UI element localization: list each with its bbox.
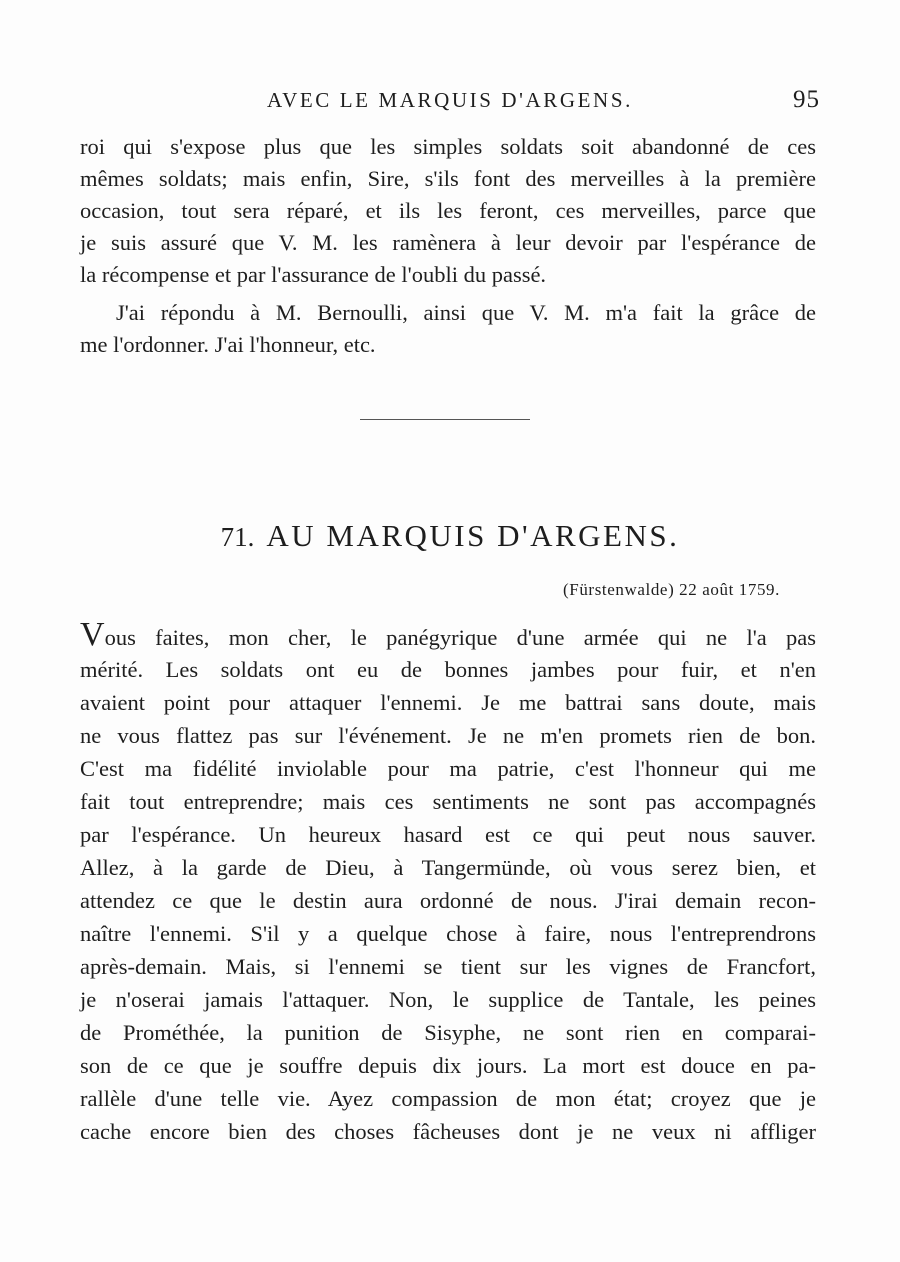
continuation-paragraph — [80, 131, 816, 291]
text-line: cache encore bien des choses fâcheuses dont je ne veux ni affliger — [80, 1119, 816, 1144]
text-line: je n'oserai jamais l'attaquer. Non, le supplice de Tantale, les peines — [80, 987, 816, 1012]
letter-heading — [80, 518, 820, 554]
text-line: rallèle d'une telle vie. Ayez compassion de mon état; croyez que je — [80, 1086, 816, 1111]
letter-dateline: (Fürstenwalde) 22 août 1759. — [563, 580, 780, 599]
text-line: attendez ce que le destin aura ordonné de nous. J'irai demain recon- — [80, 888, 816, 913]
text-line: ne vous flattez pas sur l'événement. Je ne m'en promets rien de bon. — [80, 723, 816, 748]
text-line: je suis assuré que V. M. les ramènera à leur devoir par l'espérance de — [80, 230, 816, 255]
running-title: AVEC LE MARQUIS D'ARGENS. — [267, 88, 633, 112]
text-line: C'est ma fidélité inviolable pour ma patrie, c'est l'honneur qui me — [80, 756, 816, 781]
page-number: 95 — [793, 86, 820, 113]
section-divider — [360, 419, 530, 420]
text-line: J'ai répondu à M. Bernoulli, ainsi que V. M. m'a fait la grâce de — [116, 300, 816, 325]
text-line: Allez, à la garde de Dieu, à Tangermünde, où vous serez bien, et — [80, 855, 816, 880]
first-line-text: ous faites, mon cher, le panégyrique d'une armée qui ne l'a pas — [104, 625, 816, 650]
text-line: après-demain. Mais, si l'ennemi se tient sur les vignes de Francfort, — [80, 954, 816, 979]
text-line: par l'espérance. Un heureux hasard est ce qui peut nous sauver. — [80, 822, 816, 847]
letter-body — [80, 616, 816, 1148]
drop-cap: V — [80, 616, 105, 653]
letter-title: AU MARQUIS D'ARGENS. — [266, 518, 680, 553]
text-line: avaient point pour attaquer l'ennemi. Je me battrai sans doute, mais — [80, 690, 816, 715]
text-line: de Prométhée, la punition de Sisyphe, ne sont rien en comparai- — [80, 1020, 816, 1045]
text-line: occasion, tout sera réparé, et ils les feront, ces merveilles, parce que — [80, 198, 816, 223]
text-line: roi qui s'expose plus que les simples soldats soit abandonné de ces — [80, 134, 816, 159]
closing-paragraph — [80, 297, 816, 361]
text-line: son de ce que je souffre depuis dix jours. La mort est douce en pa- — [80, 1053, 816, 1078]
text-line — [80, 616, 816, 653]
text-line: mêmes soldats; mais enfin, Sire, s'ils font des merveilles à la première — [80, 166, 816, 191]
text-line: fait tout entreprendre; mais ces sentiments ne sont pas accompagnés — [80, 789, 816, 814]
text-line: mérité. Les soldats ont eu de bonnes jambes pour fuir, et n'en — [80, 657, 816, 682]
text-line: la récompense et par l'assurance de l'oubli du passé. — [80, 262, 547, 287]
running-head — [80, 84, 820, 124]
text-line: naître l'ennemi. S'il y a quelque chose à faire, nous l'entreprendrons — [80, 921, 816, 946]
letter-number: 71. — [220, 522, 255, 552]
text-line: me l'ordonner. J'ai l'honneur, etc. — [80, 332, 376, 357]
